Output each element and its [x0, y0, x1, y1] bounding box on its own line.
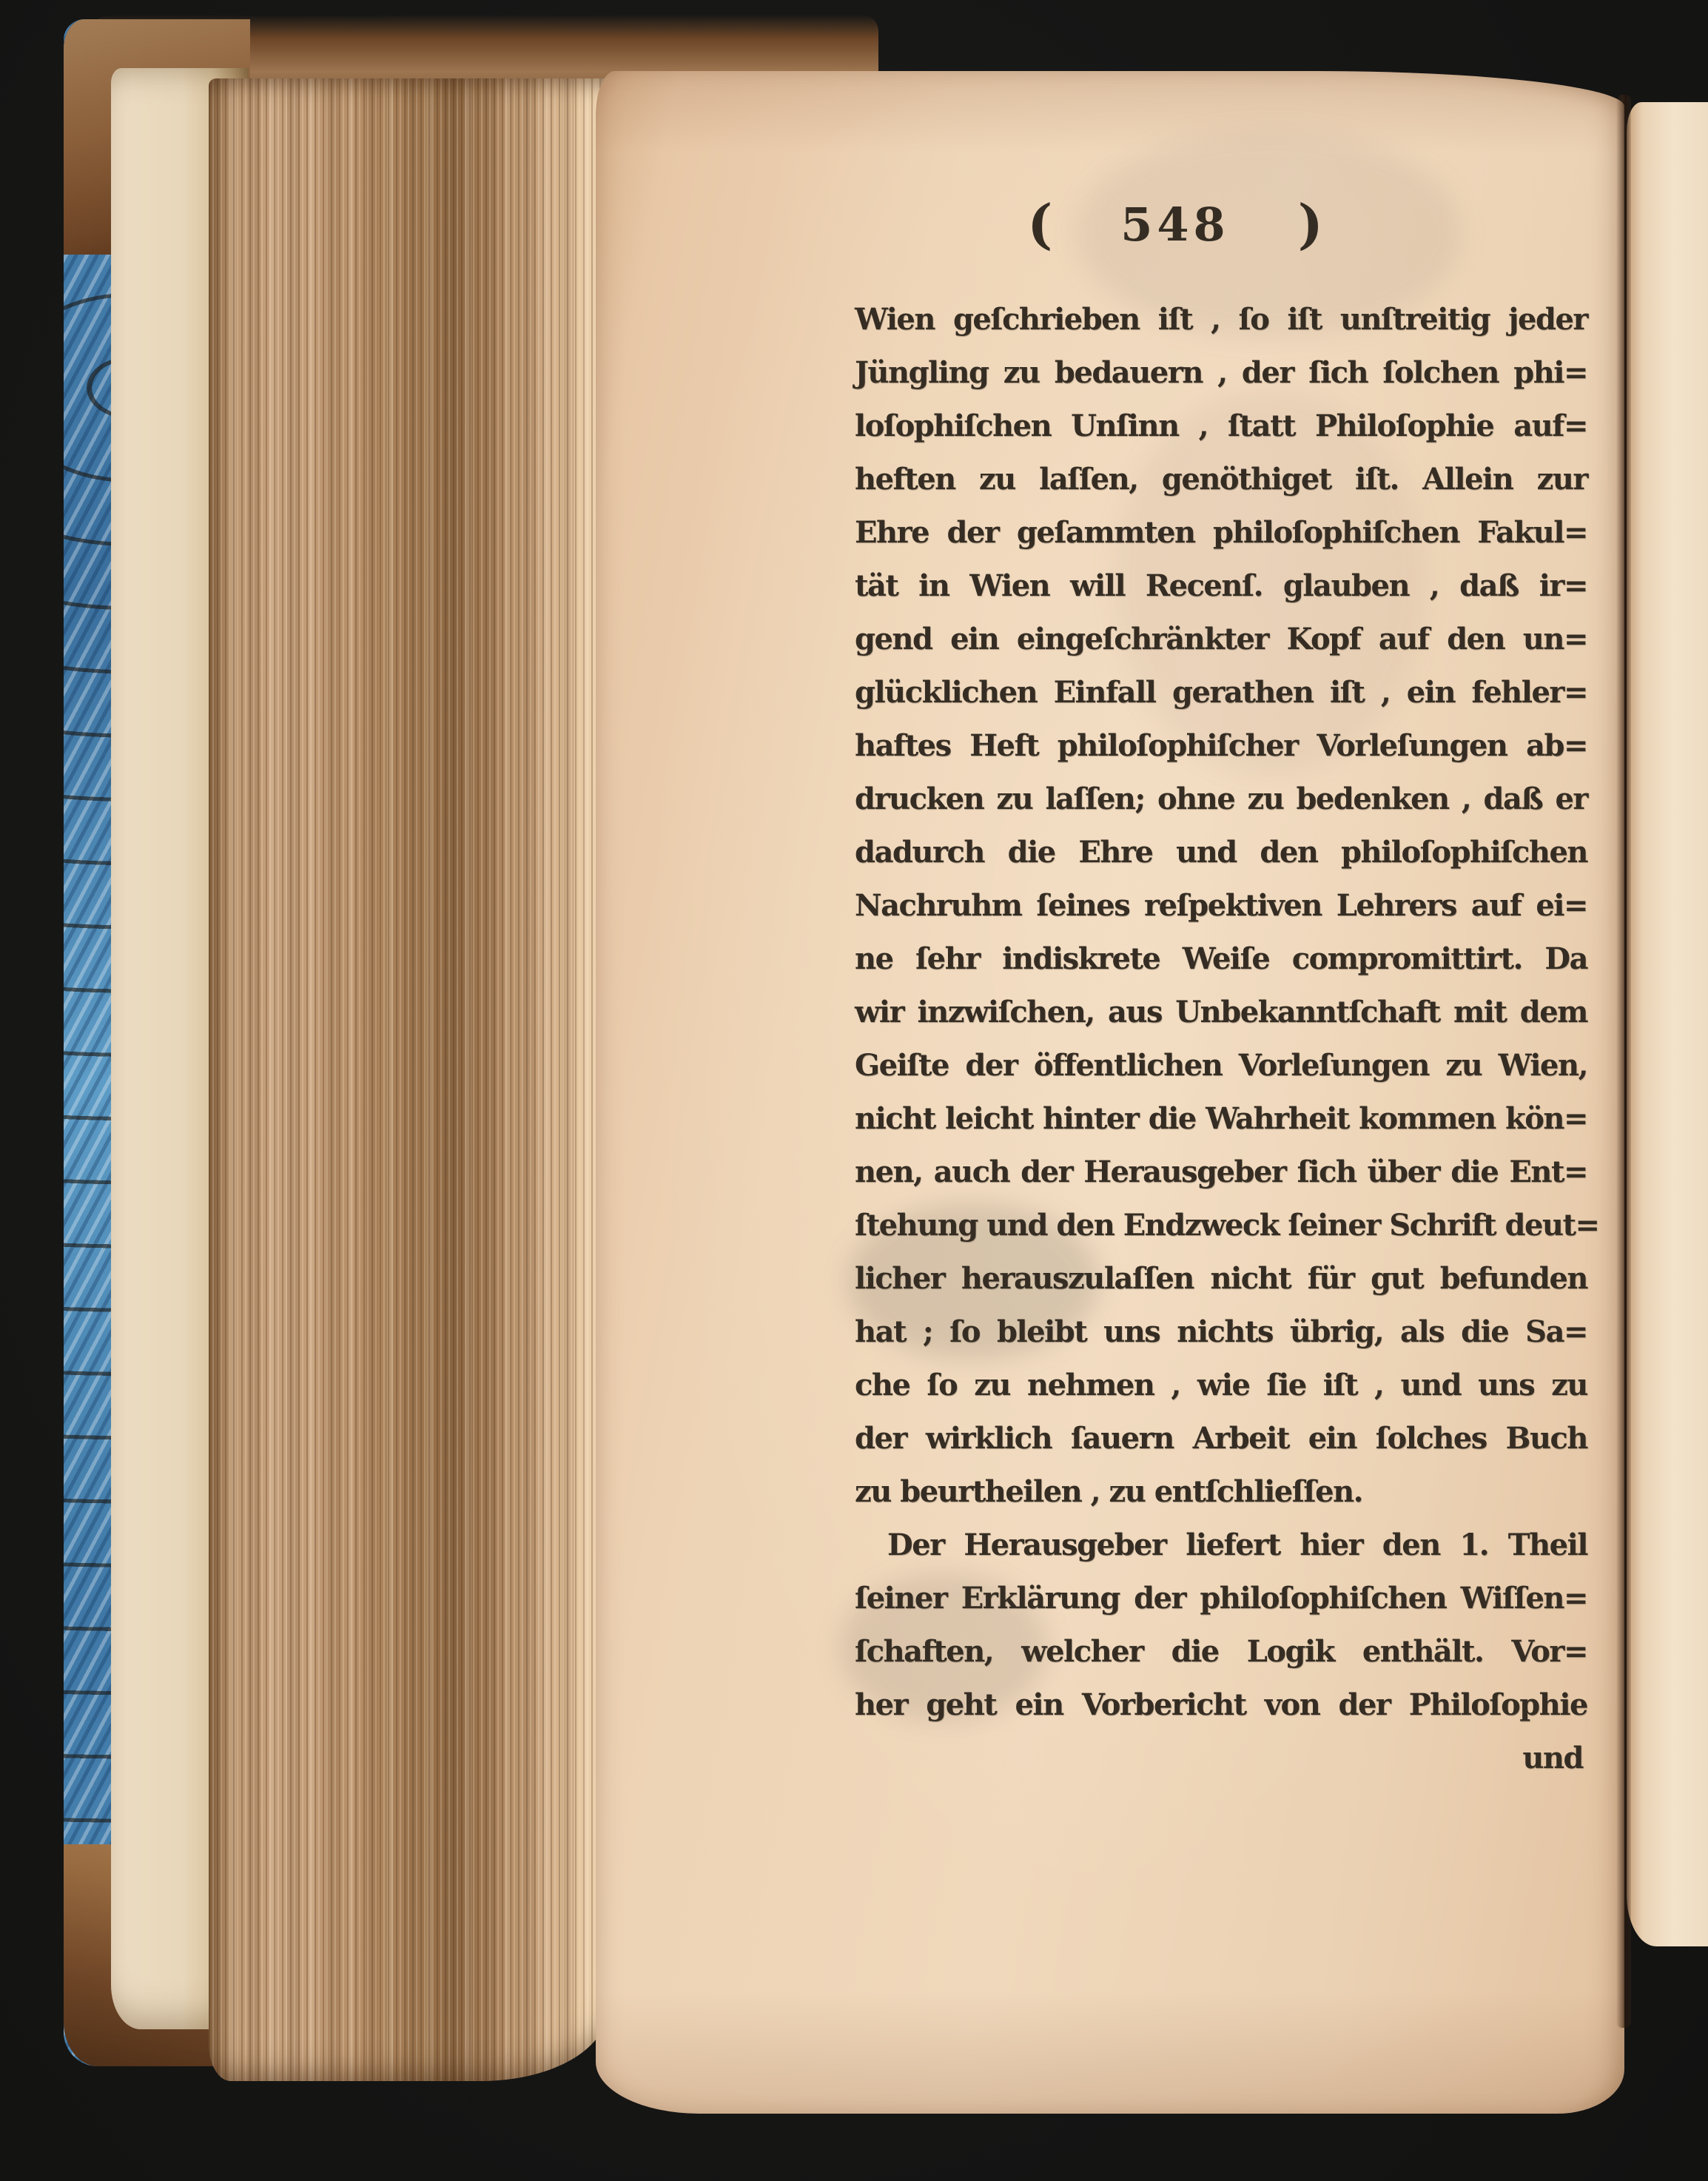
text-line: Wien geſchrieben iſt , ſo iſt unſtreitig jeder: [855, 302, 1587, 337]
text-line: gend ein eingeſchränkter Kopf auf den un=: [855, 622, 1587, 656]
text-line: ſtehung und den Endzweck ſeiner Schrift deut=: [855, 1208, 1599, 1243]
text-line: der wirklich ſauern Arbeit ein ſolches Buch: [855, 1421, 1587, 1456]
text-line: loſophiſchen Unſinn , ſtatt Philoſophie auf=: [855, 409, 1587, 443]
text-line: ne ſehr indiskrete Weiſe compromittirt. Da: [855, 941, 1587, 976]
body-text: [855, 293, 1599, 1785]
text-line: nicht leicht hinter die Wahrheit kommen kön=: [855, 1101, 1587, 1136]
text-line: Der Herausgeber liefert hier den 1. Theil: [887, 1528, 1587, 1562]
text-line: hat ; ſo bleibt uns nichts übrig, als die Sa=: [855, 1314, 1587, 1349]
text-line: Ehre der geſammten philoſophiſchen Fakul=: [855, 515, 1587, 550]
text-line: Jüngling zu bedauern , der ſich ſolchen phi=: [855, 355, 1587, 390]
text-line: haftes Heft philoſophiſcher Vorleſungen ab=: [855, 728, 1587, 763]
text-line: tät in Wien will Recenſ. glauben , daß ir=: [855, 568, 1587, 603]
text-line: drucken zu laſſen; ohne zu bedenken , daß er: [855, 782, 1587, 816]
page-header: [809, 184, 1541, 265]
text-line: dadurch die Ehre und den philoſophiſchen: [855, 835, 1587, 870]
text-line: licher herauszulaſſen nicht für gut befunden: [855, 1261, 1587, 1296]
page-number: 548: [1120, 197, 1230, 252]
open-page: [596, 71, 1624, 2114]
page-fold-crease: [1616, 95, 1631, 2028]
fore-edge-page-block: [209, 78, 607, 2081]
text-line: heften zu laſſen, genöthiget iſt. Allein zur: [855, 462, 1587, 497]
underlying-page-edge: [1627, 102, 1708, 1946]
paren-open: (: [1027, 192, 1053, 255]
text-line: nen, auch der Herausgeber ſich über die Ent=: [855, 1155, 1587, 1189]
catchword: und: [1522, 1741, 1583, 1775]
text-line: her geht ein Vorbericht von der Philoſophie: [855, 1687, 1587, 1722]
text-line: Nachruhm ſeines reſpektiven Lehrers auf ei=: [855, 888, 1587, 923]
paren-close: ): [1297, 192, 1323, 255]
text-line: che ſo zu nehmen , wie ſie iſt , und uns zu: [855, 1368, 1587, 1402]
text-line: Geiſte der öffentlichen Vorleſungen zu Wien,: [855, 1048, 1587, 1083]
text-line: wir inzwiſchen, aus Unbekanntſchaft mit dem: [855, 995, 1587, 1029]
text-line: glücklichen Einfall gerathen iſt , ein fehler=: [855, 675, 1587, 710]
text-line: ſeiner Erklärung der philoſophiſchen Wiſſen=: [855, 1581, 1587, 1616]
text-line: zu beurtheilen , zu entſchlieſſen.: [855, 1474, 1363, 1509]
text-line: ſchaften, welcher die Logik enthält. Vor=: [855, 1634, 1587, 1669]
